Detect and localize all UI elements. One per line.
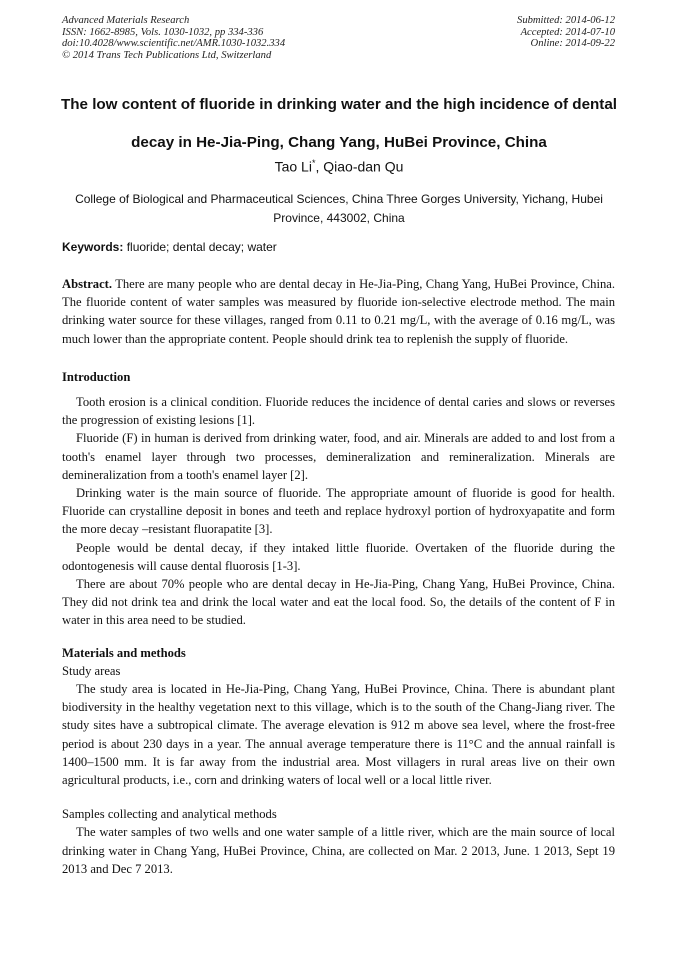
intro-paragraph: Fluoride (F) in human is derived from drinking water, food, and air. Minerals are added to and lost from a tooth's enamel layer through two processes, demineralization and remineralization. Minerals are demineralization from a tooth's enamel layer [2]. (62, 431, 615, 482)
keywords-label: Keywords: (62, 240, 124, 254)
intro-paragraph: People would be dental decay, if they intaked little fluoride. Overtaken of the fluoride during the odontogenesis will cause dental fluorosis [1-3]. (62, 540, 615, 573)
author-rest: , Qiao-dan Qu (315, 158, 404, 175)
paper-title: The low content of fluoride in drinking water and the high incidence of dental decay in He-Jia-Ping, Chang Yang, HuBei Province, China (60, 96, 618, 151)
dates-header (517, 15, 615, 50)
author-first: Tao Li (274, 158, 312, 175)
intro-paragraph: Drinking water is the main source of fluoride. The appropriate amount of fluoride is good for health. Fluoride can crystalline deposit in bones and teeth and replace hydroxyl portion of hydroxyapatite and form the more decay –resistant fluorapatite [3]. (62, 486, 615, 537)
submitted-date: Submitted: 2014-06-12 (517, 15, 615, 26)
affiliation: College of Biological and Pharmaceutical Sciences, China Three Gorges University, Yichang, Hubei Province, 443002, China (75, 192, 603, 225)
samples-paragraph: The water samples of two wells and one water sample of a little river, which are the main source of local drinking water in Chang Yang, HuBei Province, China, are collected on Mar. 2 2013, June. 1 2013, Sept 19 2013 and Dec 7 2013. (62, 825, 615, 876)
study-areas-paragraph: The study area is located in He-Jia-Ping, Chang Yang, HuBei Province, China. There is abundant plant biodiversity in the healthy vegetation next to this village, which is to the south of the Chang-Jiang river. The study sites have a subtropical climate. The average elevation is 912 m above sea level, where the frost-free period is about 230 days in a year. The annual average temperature there is 11°C and the annual rainfall is 1400–1500 mm. It is far away from the industrial area. Most villagers in rural areas live on their own agricultural products, i.e., corn and drinking waters of local well or a local little river. (62, 682, 615, 788)
issn-line: ISSN: 1662-8985, Vols. 1030-1032, pp 334-336 (62, 26, 264, 38)
abstract (62, 275, 615, 348)
intro-paragraph: There are about 70% people who are dental decay in He-Jia-Ping, Chang Yang, HuBei Province, China. They did not drink tea and drink the local water and eat the local food. So, the details of the content of F in water in this area need to be studied. (62, 577, 615, 628)
author-line (40, 158, 638, 175)
subsection-heading-samples: Samples collecting and analytical methods (62, 807, 277, 822)
section-heading-introduction: Introduction (62, 369, 131, 384)
doi-line: doi:10.4028/www.scientific.net/AMR.1030-1032.334 (62, 38, 286, 50)
abstract-label: Abstract. (62, 277, 113, 291)
journal-header (62, 15, 285, 61)
accepted-date: Accepted: 2014-07-10 (520, 26, 615, 38)
corresponding-mark: * (311, 158, 316, 168)
main-text (62, 275, 615, 878)
keywords-text: fluoride; dental decay; water (123, 240, 277, 254)
journal-name: Advanced Materials Research (62, 15, 190, 26)
keywords (62, 240, 277, 254)
copyright-line: © 2014 Trans Tech Publications Ltd, Switzerland (62, 49, 272, 61)
intro-paragraph: Tooth erosion is a clinical condition. Fluoride reduces the incidence of dental caries and slows or reverses the progression of existing lesions [1]. (62, 395, 615, 428)
subsection-heading-study-areas: Study areas (62, 663, 121, 678)
section-heading-methods: Materials and methods (62, 645, 186, 660)
online-date: Online: 2014-09-22 (530, 38, 615, 50)
abstract-text: There are many people who are dental decay in He-Jia-Ping, Chang Yang, HuBei Province, China. The fluoride content of water samples was measured by fluoride ion-selective electrode method. The main drinking water source for these villages, ranged from 0.11 to 0.21 mg/L, with the average of 0.16 mg/L, was much lower than the appropriate content. People should drink tea to replenish the supply of fluoride. (62, 277, 615, 346)
